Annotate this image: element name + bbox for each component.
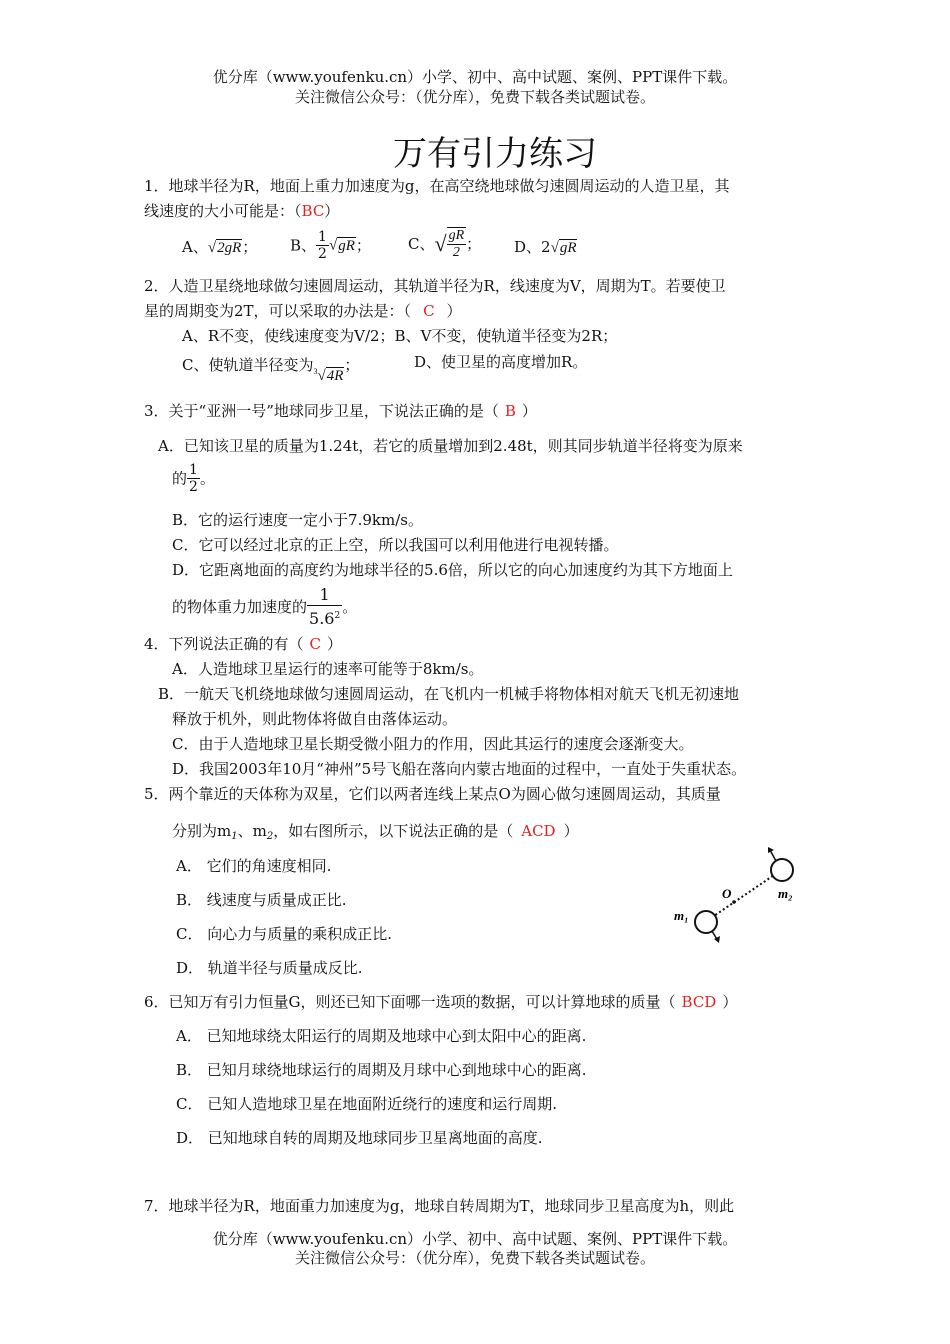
q2-answer: C: [423, 302, 435, 320]
q5-option-b: B． 线速度与质量成正比.: [176, 891, 347, 909]
header-line-2: 关注微信公众号：（优分库），免费下载各类试题试卷。: [294, 88, 655, 106]
q3-stem: 3．关于“亚洲一号”地球同步卫星，下说法正确的是（ B ）: [144, 402, 537, 420]
q4-option-d: D．我国2003年10月“神州”5号飞船在落向内蒙古地面的过程中，一直处于失重状态。: [172, 760, 747, 778]
m1-circle: [695, 911, 717, 933]
q3-option-b: B．它的运行速度一定小于7.9km/s。: [172, 511, 423, 529]
footer-line-2: 关注微信公众号：（优分库），免费下载各类试题试卷。: [294, 1249, 655, 1267]
q4-option-b-line2: 释放于机外，则此物体将做自由落体运动。: [172, 710, 458, 728]
q2-stem-line1: 2．人造卫星绕地球做匀速圆周运动，其轨道半径为R，线速度为V，周期为T。若要使卫: [144, 277, 726, 295]
q4-option-b-line1: B．一航天飞机绕地球做匀速圆周运动，在飞机内一机械手将物体相对航天飞机无初速地: [158, 685, 740, 703]
q3-answer: B: [504, 402, 516, 420]
q6-stem: 6．已知万有引力恒量G，则还已知下面哪一选项的数据，可以计算地球的质量（ BCD ）: [144, 993, 738, 1011]
q3-option-d-line2: 的物体重力加速度的 $\frac{1}{5.6^2}$ 。: [172, 585, 358, 628]
q3-option-a-line2: 的 $\frac{1}{2}$ 。: [172, 462, 215, 495]
q3-option-c: C．它可以经过北京的正上空，所以我国可以利用他进行电视转播。: [172, 536, 619, 554]
q5-answer: ACD: [521, 822, 556, 840]
q5-option-c: C． 向心力与质量的乘积成正比.: [176, 925, 393, 943]
q2-option-ab: A、R不变，使线速度变为V/2；B、V不变，使轨道半径变为2R；: [182, 327, 618, 345]
header-line-1: 优分库（www.youfenku.cn）小学、初中、高中试题、案例、PPT课件下载。: [212, 68, 738, 86]
q2-option-d: D、使卫星的高度增加R。: [414, 353, 588, 371]
binary-star-figure: [670, 840, 810, 950]
footer-line-1: 优分库（www.youfenku.cn）小学、初中、高中试题、案例、PPT课件下载。: [212, 1230, 738, 1248]
center-point-o: [732, 900, 736, 904]
q1-stem-line1: 1．地球半径为R，地面上重力加速度为g，在高空绕地球做匀速圆周运动的人造卫星，其: [144, 177, 730, 195]
label-m2: m₂: [778, 886, 793, 901]
q1-stem-line2: 线速度的大小可能是：（BC）: [144, 202, 340, 220]
q2-stem-line2: 星的周期变为2T，可以采取的办法是：（ C ）: [144, 302, 462, 320]
page-title: 万有引力练习: [393, 134, 597, 174]
q7-stem-line1: 7．地球半径为R，地面重力加速度为g，地球自转周期为T，地球同步卫星高度为h，则此: [144, 1197, 735, 1215]
q4-answer: C: [309, 635, 322, 653]
q5-option-a: A． 它们的角速度相同.: [176, 857, 332, 875]
m2-velocity-arrow: [770, 850, 776, 861]
q6-option-d: D． 已知地球自转的周期及地球同步卫星离地面的高度.: [176, 1129, 543, 1147]
q4-option-a: A．人造地球卫星运行的速率可能等于8km/s。: [172, 660, 484, 678]
q1-option-a: A、√2gR；: [182, 238, 258, 256]
q5-option-d: D． 轨道半径与质量成反比.: [176, 959, 363, 977]
q1-option-d: D、2√gR: [514, 238, 577, 256]
label-o: O: [722, 886, 732, 901]
q6-option-b: B． 已知月球绕地球运行的周期及月球中心到地球中心的距离.: [176, 1061, 587, 1079]
q2-option-c: C、使轨道半径变为$^3$√4R；: [182, 356, 360, 384]
q4-stem: 4．下列说法正确的有（ C ）: [144, 635, 343, 653]
q6-option-a: A． 已知地球绕太阳运行的周期及地球中心到太阳中心的距离.: [176, 1027, 587, 1045]
q1-option-b: B、 $\frac{1}{2}$ √gR；: [290, 229, 371, 262]
q3-option-d-line1: D．它距离地面的高度约为地球半径的5.6倍，所以它的向心加速度约为其下方地面上: [172, 561, 733, 579]
connecting-line: [708, 871, 780, 920]
m2-circle: [771, 859, 793, 881]
q5-stem-line2: 分别为$m_1$、$m_2$，如右图所示，以下说法正确的是（ ACD ）: [172, 822, 579, 842]
q6-option-c: C． 已知人造地球卫星在地面附近绕行的速度和运行周期.: [176, 1095, 558, 1113]
q5-stem-line1: 5．两个靠近的天体称为双星，它们以两者连线上某点O为圆心做匀速圆周运动，其质量: [144, 785, 721, 803]
q1-answer: BC: [301, 202, 325, 220]
label-m1: m₁: [674, 908, 689, 923]
q3-option-a-line1: A．已知该卫星的质量为1.24t，若它的质量增加到2.48t，则其同步轨道半径将变为原来: [158, 437, 743, 455]
q1-option-c: C、√ $\frac{gR}{2}$ ；: [408, 228, 482, 260]
q4-option-c: C．由于人造地球卫星长期受微小阻力的作用，因此其运行的速度会逐渐变大。: [172, 735, 694, 753]
q6-answer: BCD: [681, 993, 717, 1011]
